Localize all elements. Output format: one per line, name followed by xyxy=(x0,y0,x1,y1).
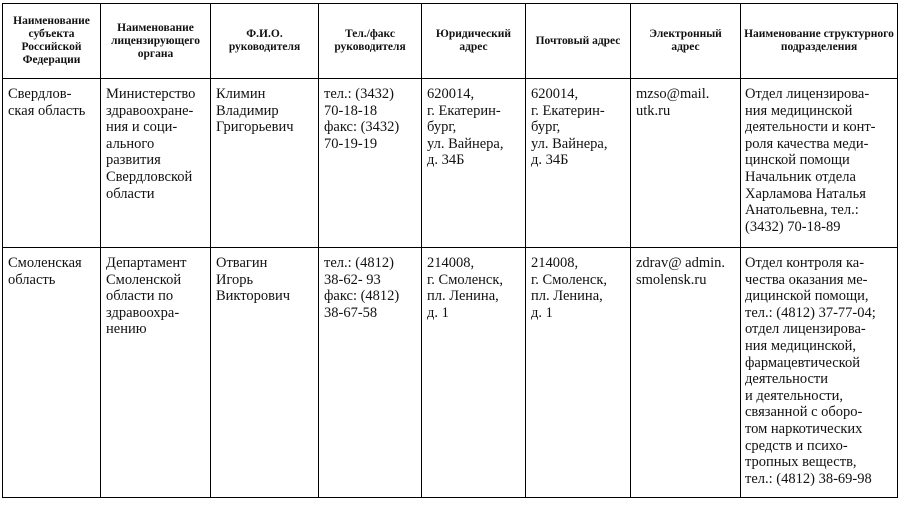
header-legal-address: Юридический адрес xyxy=(422,4,526,79)
licensing-agencies-table xyxy=(2,3,898,498)
table-header-row xyxy=(3,4,898,79)
table-row xyxy=(3,79,898,248)
cell-postal-address: 620014, г. Екатерин- бург, ул. Вайнера, д. 34Б xyxy=(526,79,631,248)
cell-subject: Смоленская область xyxy=(3,248,101,498)
cell-subject: Свердлов- ская область xyxy=(3,79,101,248)
cell-legal-address: 214008, г. Смоленск, пл. Ленина, д. 1 xyxy=(422,248,526,498)
cell-postal-address: 214008, г. Смоленск, пл. Ленина, д. 1 xyxy=(526,248,631,498)
cell-head-name: Климин Владимир Григорьевич xyxy=(211,79,319,248)
header-postal-address: Почтовый адрес xyxy=(526,4,631,79)
header-subject: Наименование субъекта Российской Федерации xyxy=(3,4,101,79)
cell-agency: Министерство здравоохране- ния и соци- ального развития Свердловской области xyxy=(101,79,211,248)
cell-phone: тел.: (4812) 38-62- 93 факс: (4812) 38-67-58 xyxy=(319,248,422,498)
cell-division: Отдел контроля ка- чества оказания ме- дицинской помощи, тел.: (4812) 37-77-04; отдел лицензирова- ния медицинской, фармацевтической деятельности и деятельности, связанной с оборо- том наркотических средств и психо- тропных веществ, тел.: (4812) 38-69-98 xyxy=(741,248,898,498)
cell-phone: тел.: (3432) 70-18-18 факс: (3432) 70-19-19 xyxy=(319,79,422,248)
cell-legal-address: 620014, г. Екатерин- бург, ул. Вайнера, д. 34Б xyxy=(422,79,526,248)
header-email: Электронный адрес xyxy=(631,4,741,79)
cell-agency: Департамент Смоленской области по здравоохра- нению xyxy=(101,248,211,498)
table-row xyxy=(3,248,898,498)
cell-division: Отдел лицензирова- ния медицинской деятельности и конт- роля качества меди- цинской помощи Начальник отдела Харламова Наталья Анатольевна, тел.: (3432) 70-18-89 xyxy=(741,79,898,248)
header-head-name: Ф.И.О. руководителя xyxy=(211,4,319,79)
header-division: Наименование структурного подразделения xyxy=(741,4,898,79)
header-phone: Тел./факс руководителя xyxy=(319,4,422,79)
cell-email: mzso@mail. utk.ru xyxy=(631,79,741,248)
cell-head-name: Отвагин Игорь Викторович xyxy=(211,248,319,498)
header-agency: Наименование лицензирующего органа xyxy=(101,4,211,79)
cell-email: zdrav@ admin. smolensk.ru xyxy=(631,248,741,498)
